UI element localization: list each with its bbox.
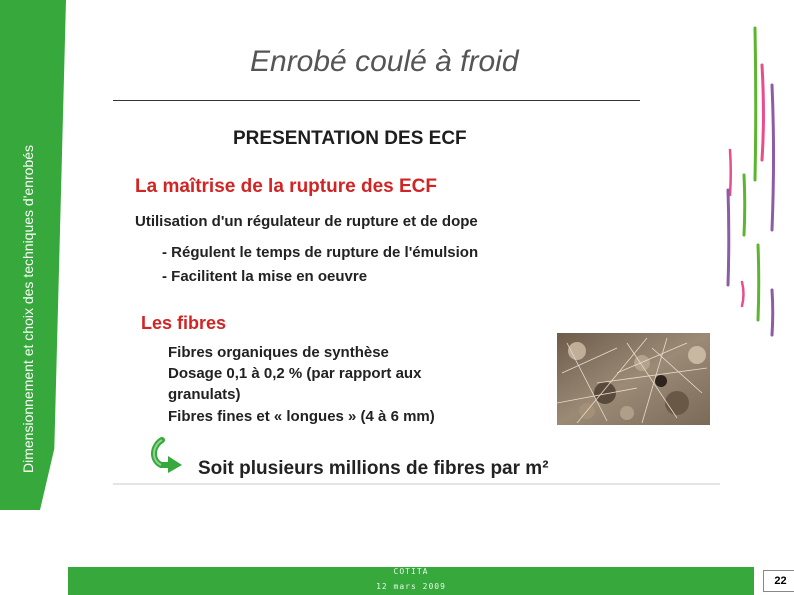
section1-bullet: - Régulent le temps de rupture de l'émulsion: [162, 244, 479, 261]
slide-bottom-edge: [113, 483, 720, 485]
decorative-strokes: [720, 20, 780, 340]
stroke-pink-3: [742, 282, 744, 306]
stroke-pink-1: [762, 65, 764, 160]
stroke-purple-3: [772, 290, 773, 335]
page-number: 22: [763, 570, 794, 592]
sidebar-vertical-title: Dimensionnement et choix des techniques d'enrobés: [20, 145, 36, 473]
page-title: Enrobé coulé à froid: [250, 45, 519, 78]
stroke-green-3: [758, 245, 759, 320]
conclusion-text: Soit plusieurs millions de fibres par m²: [198, 458, 549, 479]
curved-arrow-icon: [148, 436, 188, 474]
title-divider: [113, 100, 640, 101]
stroke-pink-2: [730, 150, 731, 195]
footer-date: 12 mars 2009: [376, 582, 446, 591]
stroke-purple-1: [772, 85, 774, 230]
fibres-photo: [557, 333, 710, 425]
footer-bar: [68, 567, 754, 595]
stroke-purple-2: [728, 190, 729, 285]
stroke-green-1: [755, 28, 756, 180]
fibres-line: Dosage 0,1 à 0,2 % (par rapport aux: [168, 365, 422, 382]
fibres-line: Fibres organiques de synthèse: [168, 344, 389, 361]
stroke-green-2: [744, 175, 745, 235]
fibres-line: granulats): [168, 386, 241, 403]
section1-bullet: - Facilitent la mise en oeuvre: [162, 268, 368, 285]
embedded-slide: [113, 117, 720, 485]
slide-heading: PRESENTATION DES ECF: [233, 128, 467, 149]
section1-title: La maîtrise de la rupture des ECF: [135, 176, 437, 197]
fibres-line: Fibres fines et « longues » (4 à 6 mm): [168, 408, 435, 425]
footer-org: COTITA: [393, 567, 429, 576]
section1-intro: Utilisation d'un régulateur de rupture et de dope: [135, 213, 478, 230]
section2-title: Les fibres: [141, 313, 227, 333]
